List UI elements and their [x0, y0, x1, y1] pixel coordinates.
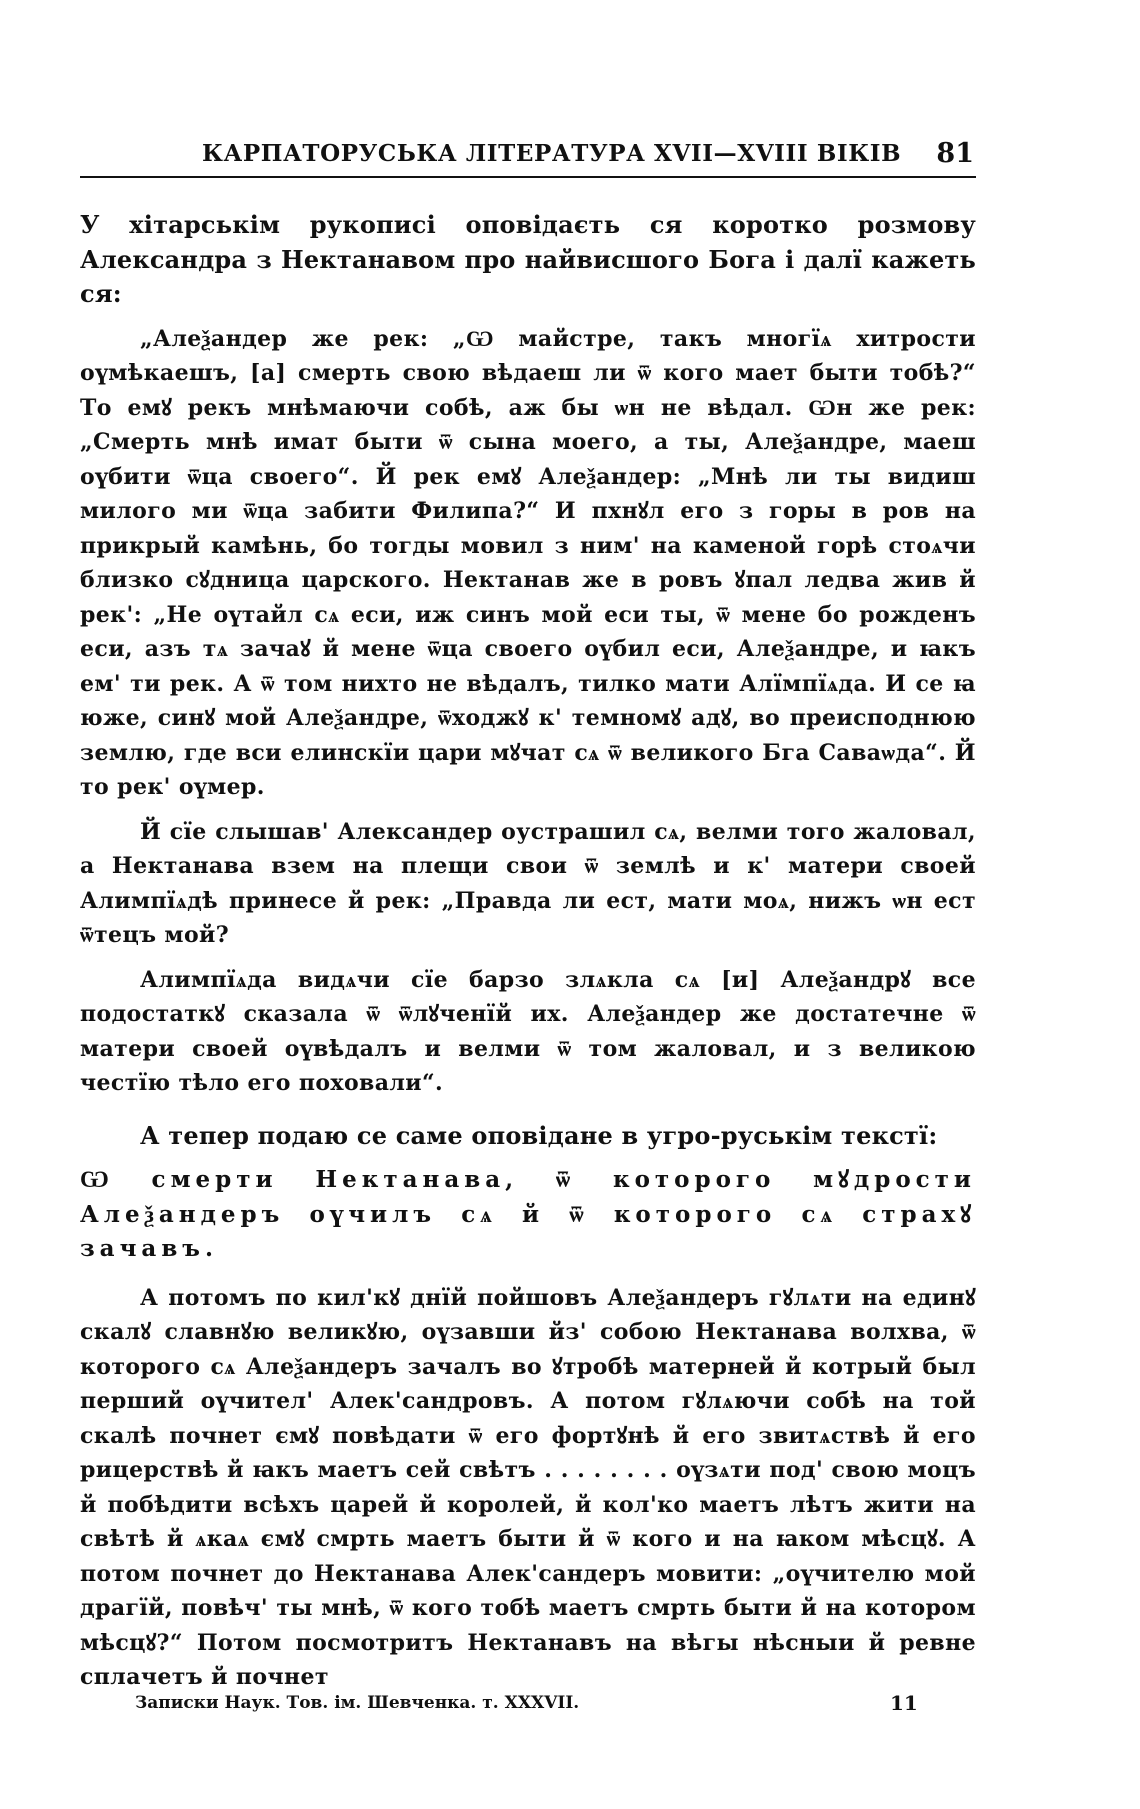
old-text-quote-3: Алимпїѧда видѧчи сїе барзо злѧкла сѧ [и] Алеѯандрꙋ все подостаткꙋ сказала ѿ ѿлꙋченїй их. Алеѯандер же достатечне ѿ матери своей оүвѣдалъ и велми ѿ том жаловал, и з великою честїю тѣло его поховали“. [80, 966, 976, 1096]
page-header [78, 140, 974, 176]
old-text-quote-1: „Алеѯандер же рек: „Ѡ майстре, такъ многїѧ хитрости оүмѣкаешъ, [а] смерть свою вѣдаеш ли ѿ кого мает быти тобѣ?“ То емꙋ рекъ мнѣмаючи собѣ, аж бы ѡн не вѣдал. Ѡн же рек: „Смерть мнѣ имат быти ѿ сына моего, а ты, Алеѯандре, маеш оүбити ѿца своего“. Й рек емꙋ Алеѯандер: „Мнѣ ли ты видиш милого ми ѿца забити Филипа?“ И пхнꙋл его з горы в ров на прикрый камѣнь, бо тогды мовил з ним' на каменой горѣ стоѧчи близко сꙋдница царского. Нектанав же в ровъ ꙋпал ледва жив й рек': „Не оүтайл сѧ еси, иж синъ мой еси ты, ѿ мене бо рожденъ еси, азъ тѧ зачаꙋ й мене ѿца своего оүбил еси, Алеѯандре, и ꙗкъ ем' ти рек. А ѿ том нихто не вѣдалъ, тилко мати Алїмпїѧда. И се ꙗ юже, синꙋ мой Алеѯандре, ѿходжꙋ к' темномꙋ адꙋ, во преисподнюю землю, где вси елинскїи цари мꙋчат сѧ ѿ великого Бга Саваѡда“. Й то рек' оүмер. [80, 325, 976, 800]
transition-paragraph: А тепер подаю се саме оповідане в угро-руськім текстї: [140, 1120, 938, 1150]
section-heading: Ѡ смерти Нектанава, ѿ которого мꙋдрости Алеѯандеръ оүчилъ сѧ й ѿ которого сѧ страхꙋ зачавъ. [80, 1166, 976, 1262]
page-footer [135, 1691, 918, 1723]
signature-mark: 11 [890, 1691, 918, 1715]
running-title: КАРПАТОРУСЬКА ЛІТЕРАТУРА XVII—XVIII ВІКІВ [202, 140, 902, 167]
page-number: 81 [936, 138, 974, 169]
intro-paragraph: У хітарськім рукописі оповідаєть ся коротко розмову Александра з Нектанавом про найвисшого Бога і далї кажеть ся: [80, 210, 976, 308]
header-rule [80, 176, 976, 178]
final-paragraph: А потомъ по кил'кꙋ днїй пойшовъ Алеѯандеръ гꙋлѧти на единꙋ скалꙋ славнꙋю великꙋю, оүзавши йз' собою Нектанава волхва, ѿ которого сѧ Алеѯандеръ зачалъ во ꙋтробѣ матерней й котрый был перший оүчител' Алек'сандровъ. А потом гꙋлѧючи собѣ на той скалѣ почнет ємꙋ повѣдати ѿ его фортꙋнѣ й его звитѧствѣ й его рицерствѣ й ꙗкъ маетъ сей свѣтъ . . . . . . . . оүзѧти под' свою моцъ й побѣдити всѣхъ царей й королей, й кол'ко маетъ лѣтъ жити на свѣтѣ й ѧкаѧ ємꙋ смрть маетъ быти й ѿ кого и на ꙗком мѣсцꙋ. А потом почнет до Нектанава Алек'сандеръ мовити: „оүчителю мой драгїй, повѣч' ты мнѣ, ѿ кого тобѣ маетъ смрть быти й на котором мѣсцꙋ?“ Потом посмотритъ Нектанавъ на вѣгы нѣсныи й ревне сплачетъ й почнет [80, 1284, 976, 1690]
old-text-quote-2: Й сїе слышав' Александер оустрашил сѧ, велми того жаловал, а Нектанава взем на плещи свои ѿ землѣ и к' матери своей Алимпїѧдѣ принесе й рек: „Правда ли ест, мати моѧ, нижъ ѡн ест ѿтецъ мой? [80, 818, 976, 948]
footer-citation: Записки Наук. Тов. ім. Шевченка. т. XXXVII. [135, 1693, 580, 1713]
page-body [80, 208, 976, 1705]
